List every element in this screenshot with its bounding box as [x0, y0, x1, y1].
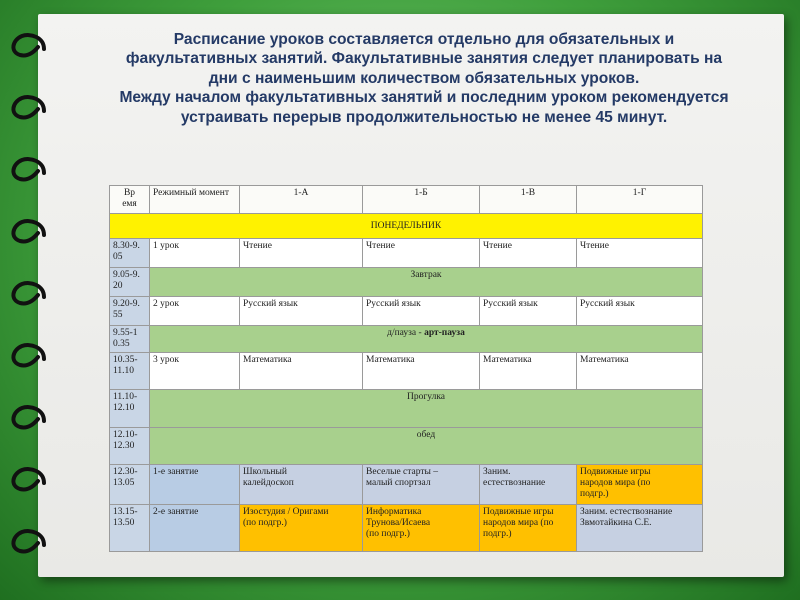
time-cell: 10.35- 11.10 [110, 353, 150, 390]
table-row [110, 353, 703, 390]
lesson-cell: Математика [240, 353, 363, 390]
header-class-1g: 1-Г [577, 186, 703, 214]
header-time: Вр емя [110, 186, 150, 214]
table-row [110, 465, 703, 505]
lesson-cell: Математика [577, 353, 703, 390]
spiral-ring-icon [4, 526, 50, 556]
walk-cell: Прогулка [150, 390, 703, 428]
page-heading [70, 30, 778, 127]
lesson-cell: Русский язык [577, 297, 703, 326]
heading-line: факультативных занятий. Факультативные занятия следует планировать на [125, 50, 723, 68]
table-row [110, 505, 703, 552]
spiral-ring-icon [4, 154, 50, 184]
time-cell: 9.05-9. 20 [110, 268, 150, 297]
table-header-row [110, 186, 703, 214]
lunch-cell: обед [150, 428, 703, 465]
mode-cell: 3 урок [150, 353, 240, 390]
pause-cell: д/пауза - арт-пауза [150, 326, 703, 353]
table-row [110, 239, 703, 268]
spiral-ring-icon [4, 216, 50, 246]
table-row [110, 297, 703, 326]
spiral-ring-icon [4, 464, 50, 494]
lesson-cell: Чтение [577, 239, 703, 268]
day-label: ПОНЕДЕЛЬНИК [110, 214, 703, 239]
table-row [110, 326, 703, 353]
activity-cell: Изостудия / Оригами (по подгр.) [240, 505, 363, 552]
lesson-cell: Чтение [363, 239, 480, 268]
break-cell: Завтрак [150, 268, 703, 297]
mode-cell: 2 урок [150, 297, 240, 326]
mode-cell: 2-е занятие [150, 505, 240, 552]
lesson-cell: Математика [480, 353, 577, 390]
day-row [110, 214, 703, 239]
spiral-ring-icon [4, 278, 50, 308]
spiral-ring-icon [4, 402, 50, 432]
lesson-cell: Русский язык [363, 297, 480, 326]
header-class-1v: 1-В [480, 186, 577, 214]
heading-line: Расписание уроков составляется отдельно для обязательных и [173, 31, 675, 48]
time-cell: 9.20-9. 55 [110, 297, 150, 326]
lesson-cell: Русский язык [240, 297, 363, 326]
schedule-table [109, 185, 703, 552]
spiral-ring-icon [4, 340, 50, 370]
activity-cell: Веселые старты – малый спортзал [363, 465, 480, 505]
table-row [110, 268, 703, 297]
lesson-cell: Чтение [240, 239, 363, 268]
header-class-1b: 1-Б [363, 186, 480, 214]
table-row [110, 428, 703, 465]
time-cell: 8.30-9. 05 [110, 239, 150, 268]
mode-cell: 1 урок [150, 239, 240, 268]
heading-line: устраивать перерыв продолжительностью не менее 45 минут. [180, 108, 668, 126]
activity-cell: Заним. естествознание [480, 465, 577, 505]
lesson-cell: Русский язык [480, 297, 577, 326]
activity-cell: Подвижные игры народов мира (по подгр.) [577, 465, 703, 505]
time-cell: 9.55-1 0.35 [110, 326, 150, 353]
header-class-1a: 1-А [240, 186, 363, 214]
spiral-ring-icon [4, 30, 50, 60]
heading-line: дни с наименьшим количеством обязательных уроков. [208, 69, 640, 87]
spiral-ring-icon [4, 92, 50, 122]
time-cell: 12.10- 12.30 [110, 428, 150, 465]
time-cell: 13.15- 13.50 [110, 505, 150, 552]
table-row [110, 390, 703, 428]
time-cell: 11.10- 12.10 [110, 390, 150, 428]
activity-cell: Информатика Трунова/Исаева (по подгр.) [363, 505, 480, 552]
heading-line: Между началом факультативных занятий и последним уроком рекомендуется [119, 89, 729, 107]
activity-cell: Школьный калейдоскоп [240, 465, 363, 505]
mode-cell: 1-е занятие [150, 465, 240, 505]
lesson-cell: Чтение [480, 239, 577, 268]
header-mode: Режимный момент [150, 186, 240, 214]
activity-cell: Заним. естествознание Звмотайкина С.Е. [577, 505, 703, 552]
activity-cell: Подвижные игры народов мира (по подгр.) [480, 505, 577, 552]
lesson-cell: Математика [363, 353, 480, 390]
time-cell: 12.30- 13.05 [110, 465, 150, 505]
